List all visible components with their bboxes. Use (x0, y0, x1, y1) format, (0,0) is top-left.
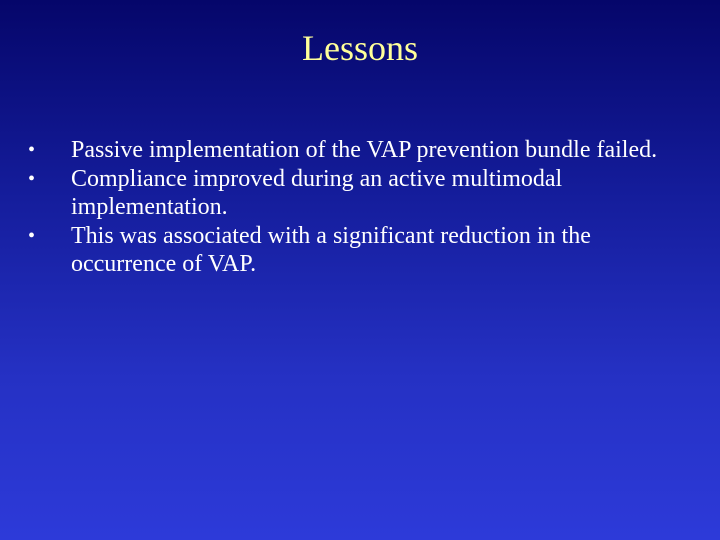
bullet-text: This was associated with a significant reduction in the occurrence of VAP. (71, 222, 591, 277)
bullet-icon: • (28, 167, 36, 190)
bullet-item (28, 222, 698, 279)
bullet-text: Compliance improved during an active multimodal implementation. (71, 165, 563, 220)
bullet-item (28, 165, 698, 222)
slide-title: Lessons (302, 28, 418, 68)
bullet-item (28, 136, 698, 165)
bullet-list (28, 136, 698, 279)
bullet-text: Passive implementation of the VAP prevention bundle failed. (71, 137, 658, 163)
bullet-icon: • (28, 224, 36, 247)
bullet-icon: • (28, 139, 36, 161)
